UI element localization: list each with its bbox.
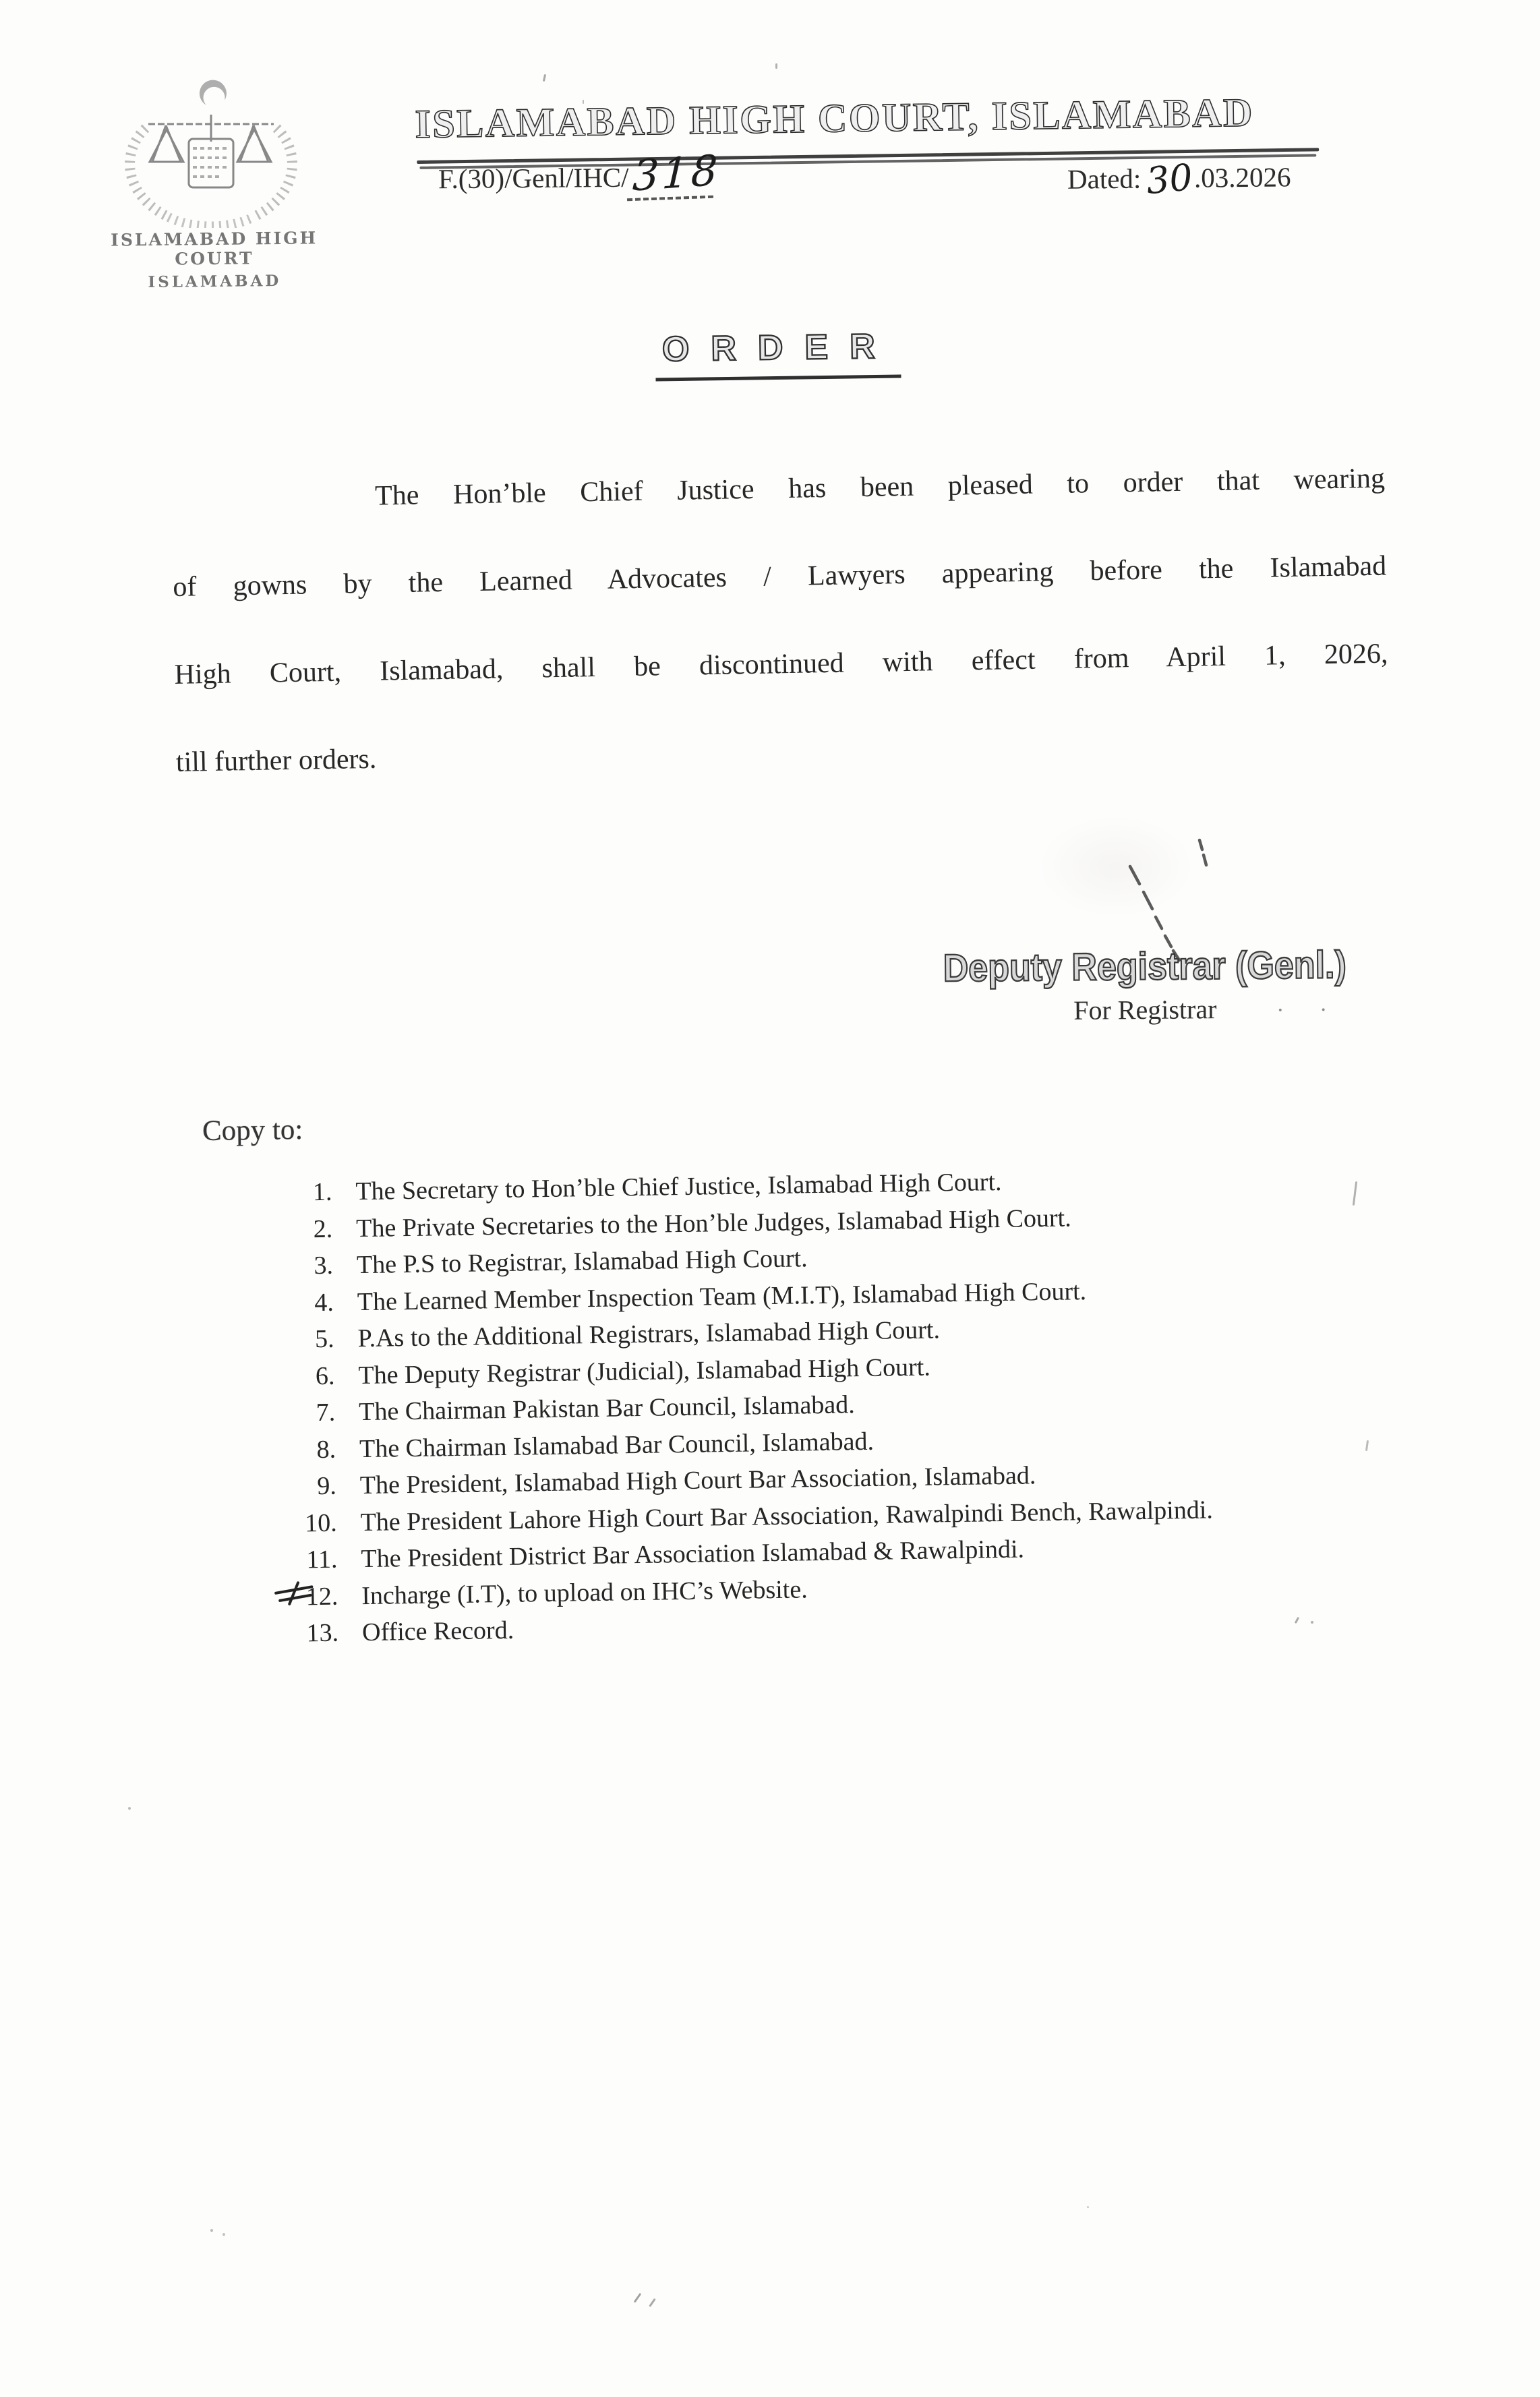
scan-speck: [583, 100, 584, 104]
copy-to-item: The Private Secretaries to the Hon’ble Judges, Islamabad High Court.: [355, 1203, 1071, 1243]
body-line: till further orders.: [175, 743, 377, 778]
letterhead: [415, 88, 1322, 148]
copy-to-item: The Chairman Islamabad Bar Council, Islamabad.: [359, 1427, 875, 1463]
scan-speck: [128, 1807, 131, 1810]
file-ref-number-handwritten: 318: [631, 145, 721, 201]
scan-speck: [634, 2293, 642, 2303]
scan-speck: [649, 2298, 655, 2307]
order-heading: ORDER: [655, 326, 901, 381]
copy-to-list: [273, 1157, 1440, 1652]
copy-to-item: The Chairman Pakistan Bar Council, Islamabad.: [358, 1390, 856, 1427]
scales-of-justice-icon: [107, 80, 322, 228]
scan-speck: [543, 74, 546, 82]
signatory-designation: Deputy Registrar (Genl.): [943, 943, 1347, 990]
copy-to-item: The President District Bar Association Islamabad & Rawalpindi.: [361, 1535, 1025, 1574]
date-month-year: .03.2026: [1193, 161, 1291, 194]
copy-to-item: P.As to the Additional Registrars, Islamabad High Court.: [357, 1315, 941, 1353]
dated-label: Dated:: [1067, 162, 1142, 195]
scan-speck: [210, 2229, 213, 2232]
ink-dots: · ·: [1276, 997, 1342, 1024]
tick-stroke: [278, 1594, 312, 1603]
court-emblem: [107, 80, 322, 302]
body-line: High Court, Islamabad, shall be discontinued with effect from April 1, 2026,: [174, 638, 1388, 690]
file-ref-prefix: F.(30)/Genl/IHC/: [438, 161, 629, 195]
copy-to-item: The Learned Member Inspection Team (M.I.T), Islamabad High Court.: [357, 1276, 1087, 1316]
copy-to-item: The Secretary to Hon’ble Chief Justice, Islamabad High Court.: [355, 1167, 1002, 1206]
copy-to-item: The Deputy Registrar (Judicial), Islamabad High Court.: [358, 1353, 931, 1390]
date-day-handwritten: 30: [1144, 155, 1195, 203]
copy-to-item: The P.S to Registrar, Islamabad High Court.: [356, 1244, 808, 1280]
copy-to-item: The President, Islamabad High Court Bar Association, Islamabad.: [359, 1461, 1036, 1500]
scan-speck: [1087, 2206, 1089, 2208]
body-line: of gowns by the Learned Advocates / Lawyers appearing before the Islamabad: [173, 550, 1387, 603]
copy-to-item: Incharge (I.T), to upload on IHC’s Website.: [361, 1574, 808, 1610]
emblem-caption: [107, 228, 323, 291]
scan-artifact: [1038, 816, 1193, 917]
order-body-paragraph: [171, 435, 1390, 806]
emblem-caption-line1: ISLAMABAD HIGH COURT: [111, 228, 318, 269]
date-row: [1067, 156, 1291, 201]
court-title: ISLAMABAD HIGH COURT, ISLAMABAD: [415, 90, 1255, 147]
signature-block: [909, 945, 1382, 1028]
tick-stroke: [288, 1581, 300, 1606]
emblem-caption-line2: ISLAMABAD: [148, 271, 282, 292]
file-reference: [438, 161, 629, 195]
scan-speck: [223, 2233, 225, 2236]
copy-to-item: Office Record.: [361, 1616, 514, 1647]
copy-to-label: Copy to:: [202, 1113, 303, 1148]
scan-speck: [1311, 1621, 1313, 1624]
scan-speck: [775, 63, 777, 69]
copy-to-item: The President Lahore High Court Bar Association, Rawalpindi Bench, Rawalpindi.: [360, 1495, 1214, 1537]
body-line: The Hon’ble Chief Justice has been pleased to order that wearing: [374, 463, 1386, 512]
for-registrar-line: For Registrar: [1073, 994, 1217, 1026]
